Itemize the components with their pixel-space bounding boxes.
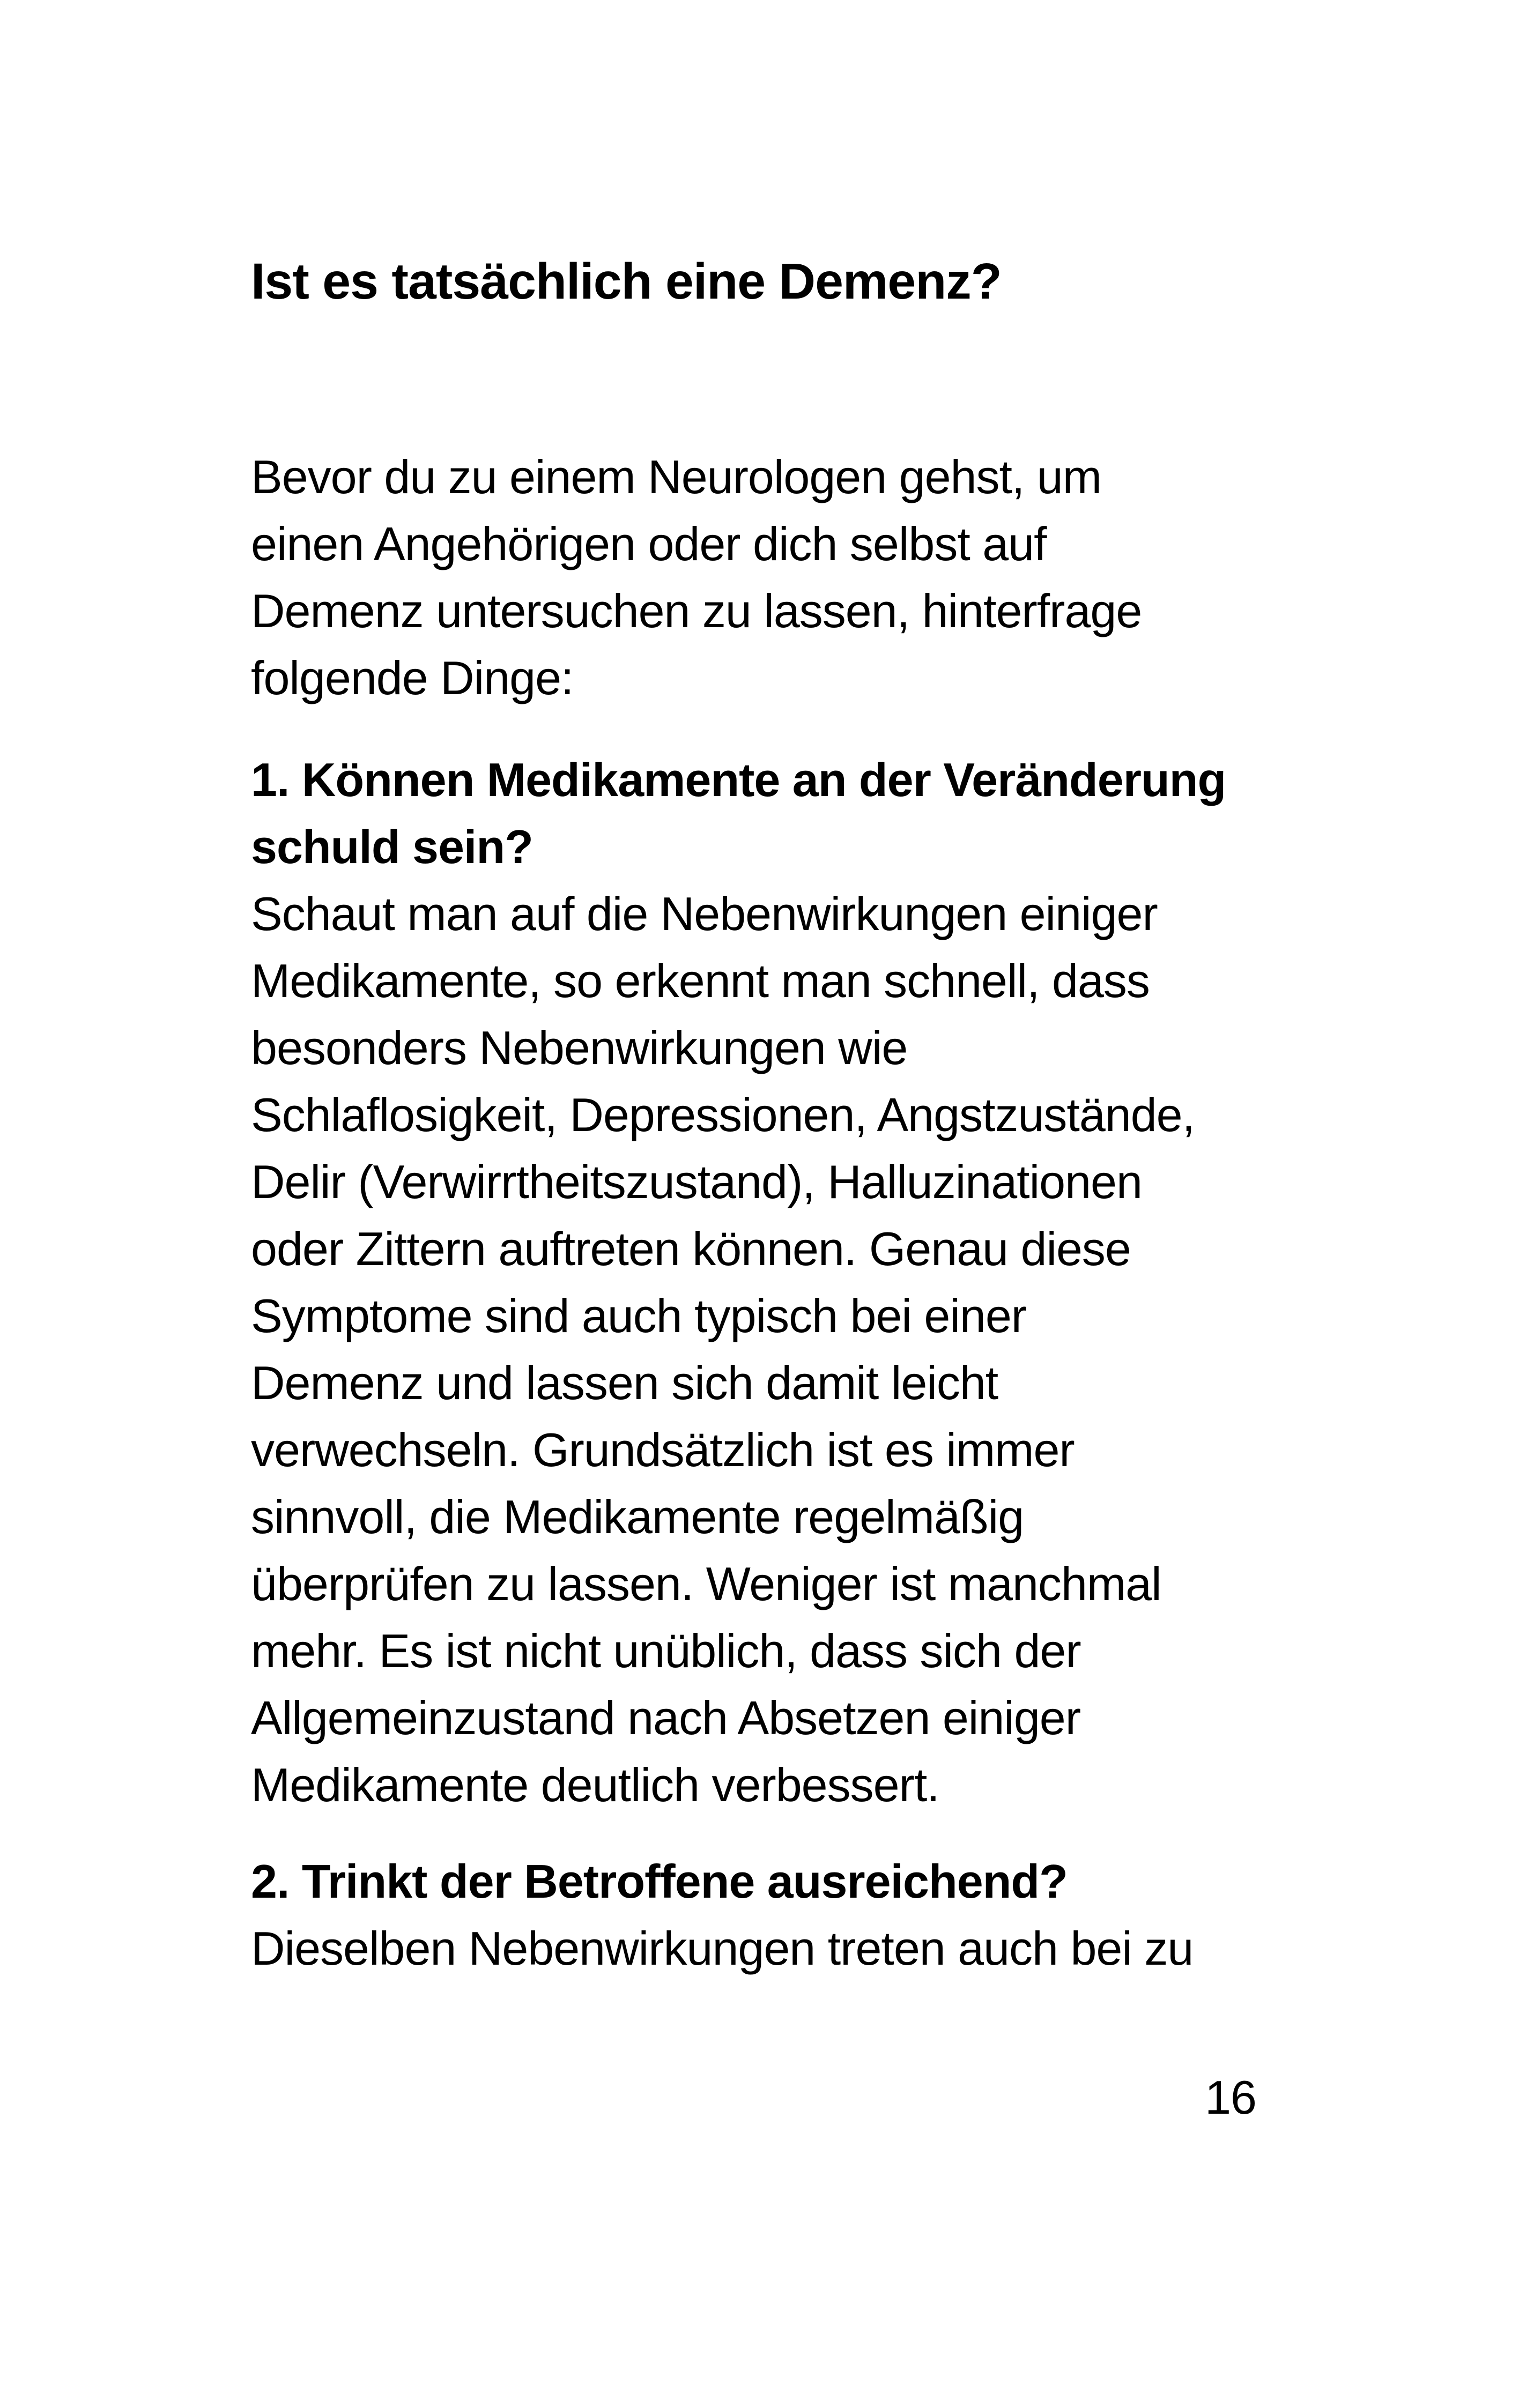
- section-1-body-line: Schlaflosigkeit, Depressionen, Angstzustände,: [251, 1088, 1195, 1141]
- section-medications: [251, 746, 1226, 1818]
- section-1-body-line: Demenz und lassen sich damit leicht: [251, 1356, 998, 1409]
- section-1-body-line: besonders Nebenwirkungen wie: [251, 1021, 908, 1074]
- section-1-body-line: Symptome sind auch typisch bei einer: [251, 1289, 1027, 1342]
- section-1-body-line: oder Zittern auftreten können. Genau diese: [251, 1222, 1131, 1275]
- intro-line: folgende Dinge:: [251, 651, 574, 704]
- intro-line: Demenz untersuchen zu lassen, hinterfrage: [251, 584, 1142, 637]
- section-1-body-line: verwechseln. Grundsätzlich ist es immer: [251, 1423, 1075, 1476]
- section-1-body-line: mehr. Es ist nicht unüblich, dass sich der: [251, 1624, 1081, 1677]
- section-1-heading: 1. Können Medikamente an der Veränderung: [251, 753, 1226, 806]
- section-1-body-line: Schaut man auf die Nebenwirkungen einiger: [251, 887, 1158, 940]
- intro-line: einen Angehörigen oder dich selbst auf: [251, 517, 1047, 570]
- page-number: 16: [1205, 2071, 1256, 2124]
- section-1-body-line: überprüfen zu lassen. Weniger ist manchmal: [251, 1557, 1161, 1610]
- section-1-body-line: Medikamente deutlich verbessert.: [251, 1758, 939, 1811]
- section-1-body-line: Medikamente, so erkennt man schnell, dass: [251, 954, 1150, 1007]
- section-1-body-line: sinnvoll, die Medikamente regelmäßig: [251, 1490, 1024, 1543]
- intro-paragraph: [251, 443, 1142, 711]
- section-2-heading: 2. Trinkt der Betroffene ausreichend?: [251, 1855, 1068, 1908]
- section-hydration: [251, 1848, 1193, 1982]
- intro-line: Bevor du zu einem Neurologen gehst, um: [251, 450, 1102, 503]
- section-1-body-line: Delir (Verwirrtheitszustand), Halluzinationen: [251, 1155, 1142, 1208]
- page-title: Ist es tatsächlich eine Demenz?: [251, 253, 1002, 310]
- section-1-heading: schuld sein?: [251, 820, 533, 873]
- section-1-body-line: Allgemeinzustand nach Absetzen einiger: [251, 1691, 1081, 1744]
- section-2-body-line: Dieselben Nebenwirkungen treten auch bei zu: [251, 1922, 1194, 1975]
